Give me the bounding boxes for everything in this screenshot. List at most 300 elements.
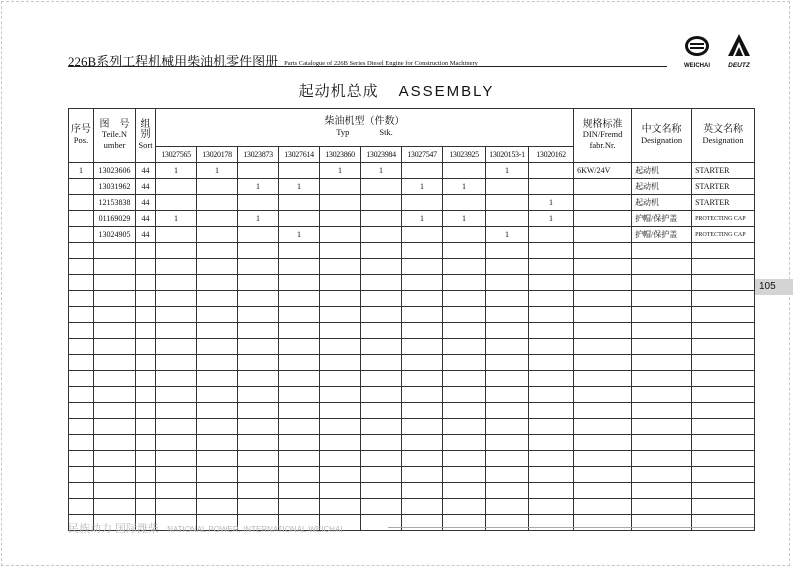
quantity-cell (320, 435, 361, 451)
quantity-cell (279, 211, 320, 227)
quantity-cell (320, 467, 361, 483)
quantity-cell (486, 419, 529, 435)
quantity-cell (156, 195, 197, 211)
quantity-cell (529, 227, 574, 243)
quantity-cell: 1 (238, 211, 279, 227)
header-part-no-en: Teile.N umber (101, 129, 128, 150)
quantity-cell (443, 323, 486, 339)
quantity-cell (529, 419, 574, 435)
parts-body (69, 163, 755, 531)
weichai-logo-icon (684, 35, 710, 57)
quantity-cell (529, 355, 574, 371)
quantity-cell (443, 339, 486, 355)
quantity-cell (156, 435, 197, 451)
en-name-cell (692, 467, 755, 483)
quantity-cell (443, 371, 486, 387)
en-name-cell (692, 355, 755, 371)
cn-name-cell (632, 323, 692, 339)
quantity-cell (197, 275, 238, 291)
quantity-cell (156, 259, 197, 275)
en-name-cell (692, 451, 755, 467)
quantity-cell (361, 323, 402, 339)
quantity-cell (197, 339, 238, 355)
header-en-name (692, 109, 755, 163)
quantity-cell (197, 307, 238, 323)
pos-cell (69, 227, 94, 243)
footer-slogan-en: NATIONAL POWER, INTERNATIONAL WEICHAI (167, 525, 343, 534)
quantity-cell (320, 419, 361, 435)
group-cell (136, 387, 156, 403)
spec-cell: 6KW/24V (574, 163, 632, 179)
table-row (69, 195, 755, 211)
part-number-cell: 13024905 (94, 227, 136, 243)
group-cell (136, 371, 156, 387)
quantity-cell (529, 435, 574, 451)
quantity-cell (197, 499, 238, 515)
quantity-cell (361, 355, 402, 371)
quantity-cell (529, 291, 574, 307)
pos-cell (69, 275, 94, 291)
model-header-cell: 13020153-1 (486, 147, 529, 163)
quantity-cell (486, 179, 529, 195)
quantity-cell (529, 371, 574, 387)
quantity-cell: 1 (279, 179, 320, 195)
group-cell: 44 (136, 195, 156, 211)
cn-name-cell (632, 243, 692, 259)
table-row (69, 211, 755, 227)
quantity-cell (443, 307, 486, 323)
model-header-cell: 13023873 (238, 147, 279, 163)
quantity-cell (238, 195, 279, 211)
quantity-cell (402, 339, 443, 355)
footer-rule (388, 527, 754, 528)
section-title (0, 80, 793, 101)
cn-name-cell (632, 499, 692, 515)
part-number-cell (94, 403, 136, 419)
quantity-cell (486, 403, 529, 419)
quantity-cell (156, 307, 197, 323)
group-cell (136, 275, 156, 291)
en-name-cell (692, 323, 755, 339)
group-cell (136, 355, 156, 371)
quantity-cell (486, 499, 529, 515)
quantity-cell (197, 227, 238, 243)
cn-name-cell (632, 451, 692, 467)
quantity-cell (361, 275, 402, 291)
empty-table-row (69, 451, 755, 467)
header-cn-name-cn: 中文名称 (641, 124, 682, 135)
quantity-cell (361, 307, 402, 323)
en-name-cell: PROTECTING CAP (692, 227, 755, 243)
quantity-cell (361, 227, 402, 243)
quantity-cell (402, 483, 443, 499)
quantity-cell (443, 515, 486, 531)
part-number-cell (94, 339, 136, 355)
group-cell (136, 483, 156, 499)
quantity-cell (529, 259, 574, 275)
empty-table-row (69, 243, 755, 259)
quantity-cell (279, 435, 320, 451)
group-cell: 44 (136, 227, 156, 243)
model-header-cell: 13023860 (320, 147, 361, 163)
quantity-cell (279, 387, 320, 403)
quantity-cell (361, 195, 402, 211)
quantity-cell (156, 403, 197, 419)
model-header-cell: 13020178 (197, 147, 238, 163)
group-cell (136, 307, 156, 323)
part-number-cell (94, 355, 136, 371)
quantity-cell (361, 243, 402, 259)
part-number-cell (94, 435, 136, 451)
quantity-cell (279, 483, 320, 499)
header-spec-en: DIN/Fremd fabr.Nr. (582, 129, 623, 150)
table-row (69, 227, 755, 243)
weichai-logo (681, 35, 713, 69)
footer-slogan (68, 519, 343, 537)
quantity-cell (486, 291, 529, 307)
quantity-cell (320, 499, 361, 515)
quantity-cell (443, 387, 486, 403)
part-number-cell (94, 275, 136, 291)
quantity-cell (320, 339, 361, 355)
pos-cell (69, 371, 94, 387)
group-cell (136, 451, 156, 467)
cn-name-cell (632, 387, 692, 403)
header-part-no-cn: 图 号 (99, 118, 130, 130)
quantity-cell (156, 387, 197, 403)
quantity-cell (361, 291, 402, 307)
quantity-cell (443, 163, 486, 179)
quantity-cell: 1 (486, 227, 529, 243)
quantity-cell (443, 435, 486, 451)
quantity-cell (361, 483, 402, 499)
header-cn-name-en: Designation (641, 134, 683, 145)
quantity-cell (402, 403, 443, 419)
table-header-row (69, 109, 755, 147)
header-cn-name (632, 109, 692, 163)
group-cell (136, 499, 156, 515)
quantity-cell (486, 275, 529, 291)
quantity-cell (486, 467, 529, 483)
quantity-cell (197, 387, 238, 403)
empty-table-row (69, 403, 755, 419)
spec-cell (574, 179, 632, 195)
quantity-cell: 1 (529, 211, 574, 227)
quantity-cell (156, 419, 197, 435)
pos-cell (69, 259, 94, 275)
group-cell: 44 (136, 179, 156, 195)
group-cell (136, 323, 156, 339)
part-number-cell (94, 467, 136, 483)
quantity-cell (279, 403, 320, 419)
part-number-cell (94, 387, 136, 403)
quantity-cell (197, 179, 238, 195)
table-row (69, 179, 755, 195)
cn-name-cell (632, 339, 692, 355)
quantity-cell (320, 195, 361, 211)
pos-cell (69, 211, 94, 227)
header-pos (69, 109, 94, 163)
quantity-cell: 1 (320, 163, 361, 179)
quantity-cell (197, 451, 238, 467)
part-number-cell (94, 291, 136, 307)
spec-cell (574, 243, 632, 259)
pos-cell (69, 243, 94, 259)
quantity-cell: 1 (402, 179, 443, 195)
group-cell (136, 435, 156, 451)
en-name-cell: PROTECTING CAP (692, 211, 755, 227)
part-number-cell: 01169029 (94, 211, 136, 227)
quantity-cell (486, 259, 529, 275)
quantity-cell (402, 451, 443, 467)
spec-cell (574, 435, 632, 451)
quantity-cell (361, 339, 402, 355)
quantity-cell (279, 307, 320, 323)
quantity-cell (238, 387, 279, 403)
quantity-cell (238, 483, 279, 499)
quantity-cell (156, 451, 197, 467)
header-spec (574, 109, 632, 163)
header-group (136, 109, 156, 163)
quantity-cell (361, 387, 402, 403)
quantity-cell (238, 227, 279, 243)
pos-cell (69, 451, 94, 467)
quantity-cell (486, 483, 529, 499)
quantity-cell (320, 483, 361, 499)
table-row (69, 163, 755, 179)
quantity-cell (320, 291, 361, 307)
quantity-cell (197, 211, 238, 227)
quantity-cell (402, 387, 443, 403)
quantity-cell (486, 195, 529, 211)
quantity-cell (197, 371, 238, 387)
quantity-cell (529, 467, 574, 483)
quantity-cell: 1 (529, 195, 574, 211)
en-name-cell: STARTER (692, 195, 755, 211)
quantity-cell (361, 419, 402, 435)
quantity-cell (238, 435, 279, 451)
part-number-cell (94, 451, 136, 467)
quantity-cell (279, 371, 320, 387)
cn-name-cell (632, 291, 692, 307)
header-engine-type-typ: Typ (336, 126, 350, 137)
en-name-cell (692, 483, 755, 499)
en-name-cell (692, 435, 755, 451)
cn-name-cell: 起动机 (632, 195, 692, 211)
deutz-logo-text: DEUTZ (728, 62, 750, 69)
quantity-cell (443, 259, 486, 275)
quantity-cell (320, 355, 361, 371)
group-cell (136, 403, 156, 419)
section-title-cn: 起动机总成 (298, 83, 379, 100)
quantity-cell (197, 355, 238, 371)
pos-cell (69, 403, 94, 419)
quantity-cell (156, 179, 197, 195)
quantity-cell (402, 499, 443, 515)
quantity-cell (402, 291, 443, 307)
group-cell (136, 467, 156, 483)
quantity-cell (402, 419, 443, 435)
quantity-cell (443, 275, 486, 291)
group-cell (136, 243, 156, 259)
quantity-cell (279, 451, 320, 467)
quantity-cell (279, 323, 320, 339)
spec-cell (574, 259, 632, 275)
empty-table-row (69, 483, 755, 499)
quantity-cell: 1 (279, 227, 320, 243)
quantity-cell (156, 467, 197, 483)
quantity-cell (361, 451, 402, 467)
quantity-cell (361, 515, 402, 531)
quantity-cell (529, 515, 574, 531)
empty-table-row (69, 371, 755, 387)
empty-table-row (69, 387, 755, 403)
cn-name-cell (632, 435, 692, 451)
catalogue-title-cn: 226B系列工程机械用柴油机零件图册 (68, 54, 279, 69)
quantity-cell (320, 227, 361, 243)
quantity-cell (443, 355, 486, 371)
quantity-cell (197, 483, 238, 499)
empty-table-row (69, 435, 755, 451)
quantity-cell (238, 419, 279, 435)
quantity-cell (320, 387, 361, 403)
quantity-cell (529, 179, 574, 195)
quantity-cell (279, 499, 320, 515)
spec-cell (574, 499, 632, 515)
spec-cell (574, 275, 632, 291)
quantity-cell (529, 387, 574, 403)
en-name-cell (692, 419, 755, 435)
spec-cell (574, 339, 632, 355)
quantity-cell (443, 451, 486, 467)
cn-name-cell: 护帽/保护盖 (632, 227, 692, 243)
cn-name-cell (632, 483, 692, 499)
part-number-cell: 12153838 (94, 195, 136, 211)
quantity-cell (197, 403, 238, 419)
quantity-cell (402, 515, 443, 531)
spec-cell (574, 355, 632, 371)
cn-name-cell (632, 467, 692, 483)
quantity-cell (361, 499, 402, 515)
header-engine-type-stk: Stk. (379, 126, 393, 137)
quantity-cell (443, 243, 486, 259)
quantity-cell (529, 403, 574, 419)
quantity-cell (443, 483, 486, 499)
spec-cell (574, 451, 632, 467)
header-en-name-en: Designation (702, 134, 744, 145)
quantity-cell (238, 339, 279, 355)
quantity-cell: 1 (156, 211, 197, 227)
cn-name-cell (632, 259, 692, 275)
header-group-en: Sort (138, 139, 153, 150)
quantity-cell (279, 259, 320, 275)
quantity-cell (402, 323, 443, 339)
empty-table-row (69, 499, 755, 515)
quantity-cell (156, 355, 197, 371)
pos-cell (69, 307, 94, 323)
cn-name-cell (632, 515, 692, 531)
quantity-cell (402, 259, 443, 275)
group-cell (136, 259, 156, 275)
quantity-cell (279, 339, 320, 355)
quantity-cell: 1 (402, 211, 443, 227)
part-number-cell (94, 259, 136, 275)
part-number-cell (94, 419, 136, 435)
quantity-cell (238, 499, 279, 515)
quantity-cell (443, 499, 486, 515)
quantity-cell (238, 291, 279, 307)
quantity-cell: 1 (443, 179, 486, 195)
quantity-cell: 1 (443, 211, 486, 227)
quantity-cell (197, 291, 238, 307)
header-group-cn: 组别 (140, 118, 151, 141)
spec-cell (574, 403, 632, 419)
model-header-cell: 13027614 (279, 147, 320, 163)
part-number-cell (94, 371, 136, 387)
header-engine-type (156, 109, 574, 147)
empty-table-row (69, 467, 755, 483)
quantity-cell (238, 403, 279, 419)
quantity-cell (361, 179, 402, 195)
quantity-cell (320, 243, 361, 259)
pos-cell (69, 483, 94, 499)
quantity-cell (320, 371, 361, 387)
empty-table-row (69, 259, 755, 275)
quantity-cell: 1 (361, 163, 402, 179)
header-engine-type-cn: 柴油机型（件数） (324, 116, 405, 127)
quantity-cell (279, 355, 320, 371)
quantity-cell (361, 403, 402, 419)
quantity-cell (279, 243, 320, 259)
empty-table-row (69, 419, 755, 435)
quantity-cell (197, 323, 238, 339)
quantity-cell (320, 307, 361, 323)
spec-cell (574, 291, 632, 307)
quantity-cell (443, 227, 486, 243)
en-name-cell (692, 275, 755, 291)
quantity-cell (156, 371, 197, 387)
quantity-cell (320, 179, 361, 195)
quantity-cell (402, 307, 443, 323)
catalogue-title (68, 51, 478, 70)
quantity-cell (486, 323, 529, 339)
cn-name-cell: 护帽/保护盖 (632, 211, 692, 227)
empty-table-row (69, 291, 755, 307)
model-header-cell: 13020162 (529, 147, 574, 163)
spec-cell (574, 371, 632, 387)
en-name-cell (692, 339, 755, 355)
part-number-cell (94, 499, 136, 515)
quantity-cell (486, 307, 529, 323)
quantity-cell (197, 243, 238, 259)
pos-cell (69, 419, 94, 435)
quantity-cell (402, 467, 443, 483)
quantity-cell (238, 371, 279, 387)
en-name-cell (692, 259, 755, 275)
quantity-cell (320, 403, 361, 419)
quantity-cell (238, 307, 279, 323)
quantity-cell (361, 467, 402, 483)
en-name-cell (692, 387, 755, 403)
empty-table-row (69, 307, 755, 323)
quantity-cell (238, 243, 279, 259)
header-en-name-cn: 英文名称 (703, 124, 744, 135)
empty-table-row (69, 339, 755, 355)
quantity-cell (443, 291, 486, 307)
quantity-cell (486, 515, 529, 531)
spec-cell (574, 515, 632, 531)
empty-table-row (69, 323, 755, 339)
